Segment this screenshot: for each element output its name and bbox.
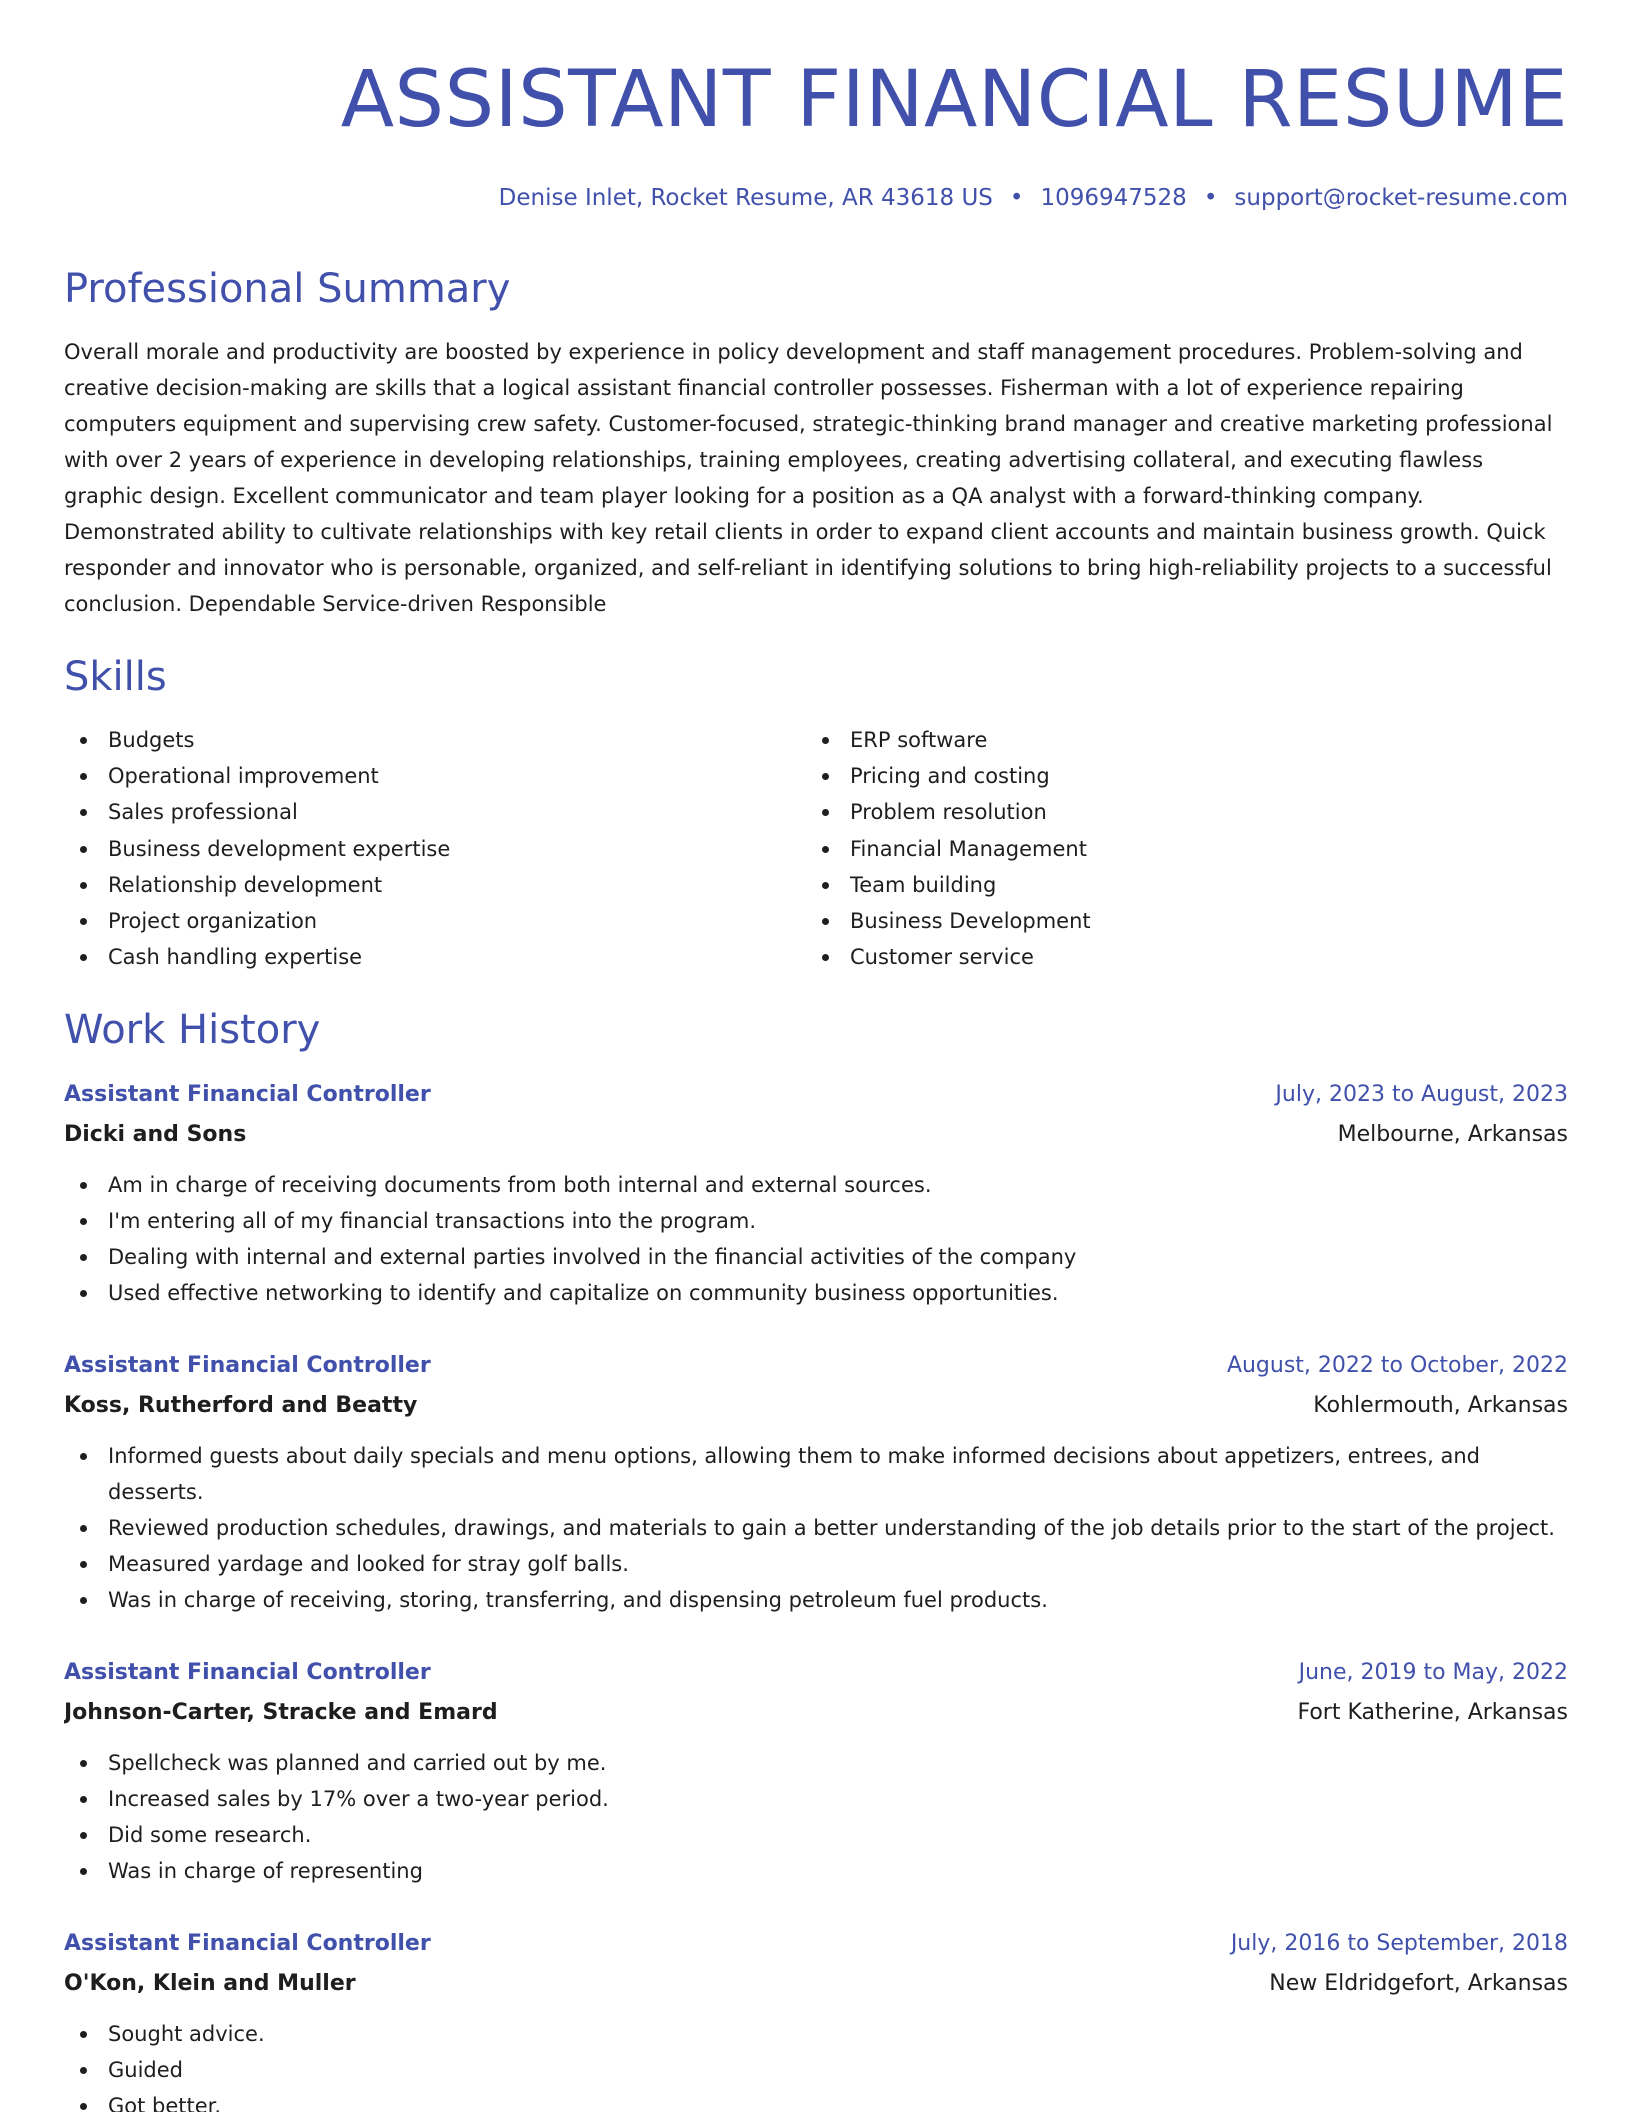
job-duty: Guided — [64, 2052, 1568, 2088]
job-duties — [64, 2016, 1568, 2112]
job-entry — [64, 1346, 1568, 1618]
job-company: O'Kon, Klein and Muller — [64, 1971, 356, 1996]
job-company: Dicki and Sons — [64, 1122, 247, 1147]
job-dates: July, 2023 to August, 2023 — [1275, 1082, 1568, 1107]
skill-item: Project organization — [64, 903, 804, 939]
job-title: Assistant Financial Controller — [64, 1660, 431, 1685]
skills-list-right — [806, 722, 1546, 975]
skill-item: Relationship development — [64, 867, 804, 903]
job-dates: June, 2019 to May, 2022 — [1298, 1660, 1568, 1685]
resume-page — [64, 0, 1568, 2112]
job-duties — [64, 1167, 1568, 1311]
job-duty: Increased sales by 17% over a two-year period. — [64, 1781, 1568, 1817]
skill-item: Budgets — [64, 722, 804, 758]
job-entry — [64, 1075, 1568, 1311]
skill-item: Financial Management — [806, 831, 1546, 867]
job-location: Fort Katherine, Arkansas — [1297, 1700, 1568, 1725]
job-duty: Spellcheck was planned and carried out by me. — [64, 1745, 1568, 1781]
contact-phone[interactable]: 1096947528 — [1040, 185, 1187, 211]
work-history-heading: Work History — [64, 1007, 321, 1053]
job-location: Melbourne, Arkansas — [1337, 1122, 1568, 1147]
skill-item: Problem resolution — [806, 794, 1546, 830]
contact-separator: • — [1203, 185, 1218, 211]
skill-item: Team building — [806, 867, 1546, 903]
skill-item: Business development expertise — [64, 831, 804, 867]
job-duties — [64, 1438, 1568, 1618]
job-duty: Was in charge of receiving, storing, transferring, and dispensing petroleum fuel products. — [64, 1582, 1568, 1618]
job-duties — [64, 1745, 1568, 1889]
job-location: New Eldridgefort, Arkansas — [1269, 1971, 1568, 1996]
job-duty: Sought advice. — [64, 2016, 1568, 2052]
skill-item: ERP software — [806, 722, 1546, 758]
contact-line — [499, 178, 1568, 218]
contact-email[interactable]: support@rocket-resume.com — [1234, 185, 1568, 211]
job-company: Koss, Rutherford and Beatty — [64, 1393, 418, 1418]
skill-item: Cash handling expertise — [64, 939, 804, 975]
job-entry — [64, 1653, 1568, 1889]
job-duty: Used effective networking to identify and capitalize on community business opportunities. — [64, 1275, 1568, 1311]
skill-item: Pricing and costing — [806, 758, 1546, 794]
job-duty: Informed guests about daily specials and menu options, allowing them to make informed decisions about appetizers, entrees, and desserts. — [64, 1438, 1568, 1510]
job-location: Kohlermouth, Arkansas — [1313, 1393, 1568, 1418]
job-title: Assistant Financial Controller — [64, 1353, 431, 1378]
job-dates: August, 2022 to October, 2022 — [1226, 1353, 1568, 1378]
job-duty: Measured yardage and looked for stray golf balls. — [64, 1546, 1568, 1582]
summary-heading: Professional Summary — [64, 266, 511, 312]
job-duty: Reviewed production schedules, drawings, and materials to gain a better understanding of the job details prior to the start of the project. — [64, 1510, 1568, 1546]
job-title: Assistant Financial Controller — [64, 1082, 431, 1107]
job-dates: July, 2016 to September, 2018 — [1230, 1931, 1568, 1956]
job-duty: Got better. — [64, 2088, 1568, 2112]
skills-heading: Skills — [64, 654, 167, 700]
skill-item: Operational improvement — [64, 758, 804, 794]
skills-list-left — [64, 722, 804, 975]
skill-item: Sales professional — [64, 794, 804, 830]
skill-item: Business Development — [806, 903, 1546, 939]
job-company: Johnson-Carter, Stracke and Emard — [64, 1700, 498, 1725]
summary-text: Overall morale and productivity are boosted by experience in policy development and staff management procedures. Problem-solving and creative decision-making are skills that a logical assistant financial controller possesses. Fisherman with a lot of experience repairing computers equipment and supervising crew safety. Customer-focused, strategic-thinking brand manager and creative marketing professional with over 2 years of experience in developing relationships, training employees, creating advertising collateral, and executing flawless graphic design. Excellent communicator and team player looking for a position as a QA analyst with a forward-thinking company. Demonstrated ability to cultivate relationships with key retail clients in order to expand client accounts and maintain business growth. Quick responder and innovator who is personable, organized, and self-reliant in identifying solutions to bring high-reliability projects to a successful conclusion. Dependable Service-driven Responsible — [64, 340, 1553, 616]
resume-title: ASSISTANT FINANCIAL RESUME — [340, 55, 1568, 145]
job-duty: Am in charge of receiving documents from both internal and external sources. — [64, 1167, 1568, 1203]
job-duty: Did some research. — [64, 1817, 1568, 1853]
job-title: Assistant Financial Controller — [64, 1931, 431, 1956]
job-duty: Dealing with internal and external parties involved in the financial activities of the company — [64, 1239, 1568, 1275]
job-duty: Was in charge of representing — [64, 1853, 1568, 1889]
skill-item: Customer service — [806, 939, 1546, 975]
contact-address: Denise Inlet, Rocket Resume, AR 43618 US — [498, 185, 993, 211]
job-duty: I'm entering all of my financial transactions into the program. — [64, 1203, 1568, 1239]
job-entry — [64, 1924, 1568, 2112]
contact-separator: • — [1009, 185, 1024, 211]
